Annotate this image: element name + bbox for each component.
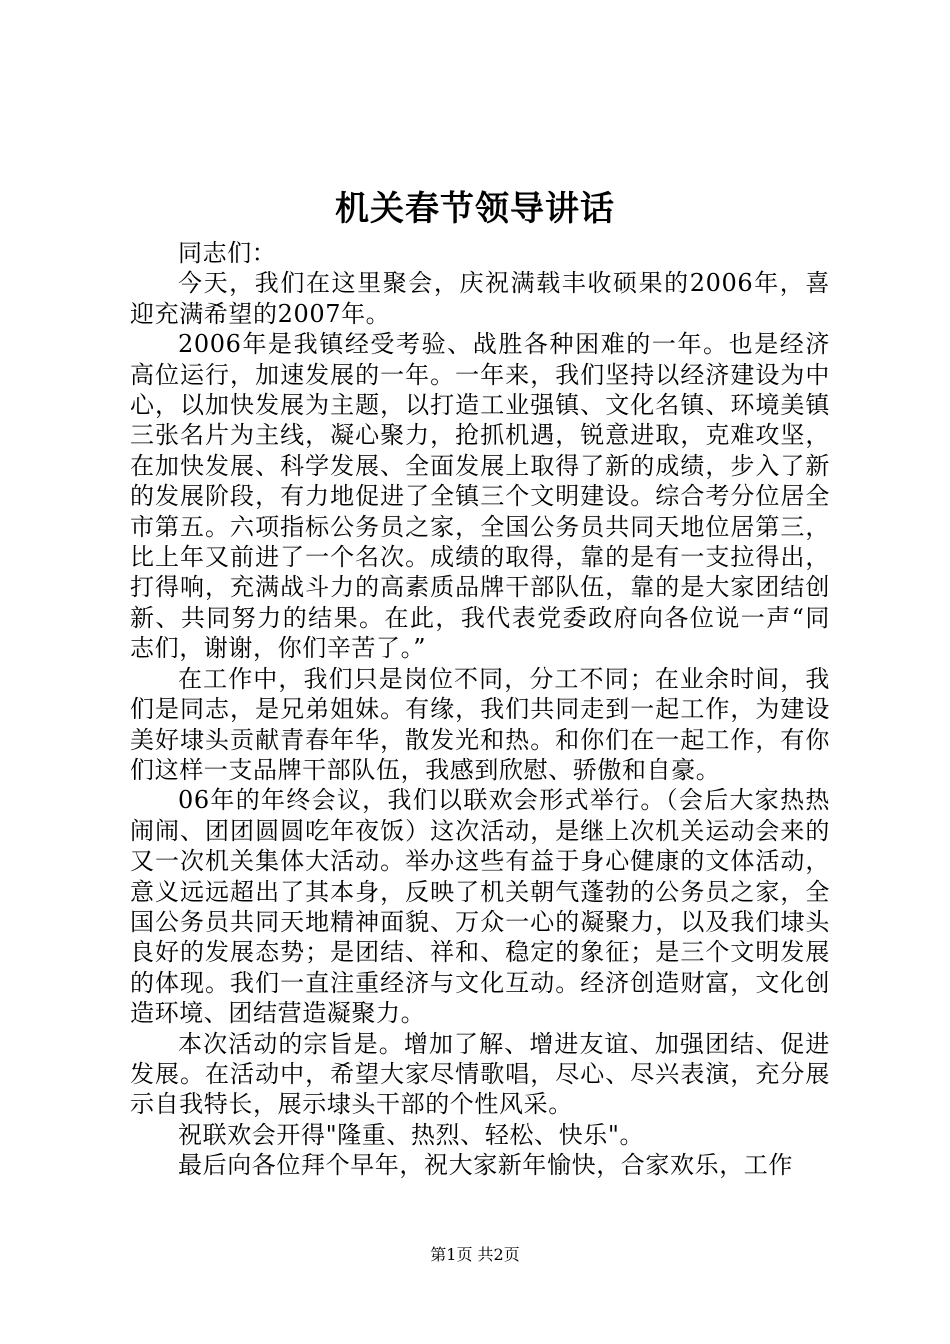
document-title: 机关春节领导讲话	[335, 189, 615, 229]
body-paragraph: 本次活动的宗旨是。增加了解、增进友谊、加强团结、促进发展。在活动中，希望大家尽情歌唱，尽心、尽兴表演，充分展示自我特长，展示埭头干部的个性风采。	[130, 1029, 830, 1119]
body-paragraph: 今天，我们在这里聚会，庆祝满载丰收硕果的2006年，喜迎充满希望的2007年。	[130, 269, 830, 328]
greeting-paragraph: 同志们：	[178, 239, 277, 267]
page-number-footer: 第1页 共2页	[430, 1245, 520, 1264]
body-paragraph: 2006年是我镇经受考验、战胜各种困难的一年。也是经济高位运行，加速发展的一年。一年来，我们坚持以经济建设为中心，以加快发展为主题，以打造工业强镇、文化名镇、环境美镇三张名片为主线，凝心聚力，抢抓机遇，锐意进取，克难攻坚，在加快发展、科学发展、全面发展上取得了新的成绩，步入了新的发展阶段，有力地促进了全镇三个文明建设。综合考分位居全市第五。六项指标公务员之家，全国公务员共同天地位居第三，比上年又前进了一个名次。成绩的取得，靠的是有一支拉得出，打得响，充满战斗力的高素质品牌干部队伍，靠的是大家团结创新、共同努力的结果。在此，我代表党委政府向各位说一声“同志们，谢谢，你们辛苦了。”	[130, 330, 830, 663]
document-body	[130, 238, 830, 1181]
body-paragraph: 在工作中，我们只是岗位不同，分工不同；在业余时间，我们是同志，是兄弟姐妹。有缘，我们共同走到一起工作，为建设美好埭头贡献青春年华，散发光和热。和你们在一起工作，有你们这样一支品牌干部队伍，我感到欣慰、骄傲和自豪。	[130, 664, 830, 784]
body-paragraph: 06年的年终会议，我们以联欢会形式举行。（会后大家热热闹闹、团团圆圆吃年夜饭）这次活动，是继上次机关运动会来的又一次机关集体大活动。举办这些有益于身心健康的文体活动，意义远远超出了其本身，反映了机关朝气蓬勃的公务员之家，全国公务员共同天地精神面貌、万众一心的凝聚力，以及我们埭头良好的发展态势；是团结、祥和、稳定的象征；是三个文明发展的体现。我们一直注重经济与文化互动。经济创造财富，文化创造环境、团结营造凝聚力。	[130, 786, 830, 1028]
body-paragraph: 祝联欢会开得"隆重、热烈、轻松、快乐"。	[178, 1120, 645, 1149]
body-paragraph: 最后向各位拜个早年，祝大家新年愉快，合家欢乐，工作	[178, 1151, 793, 1180]
